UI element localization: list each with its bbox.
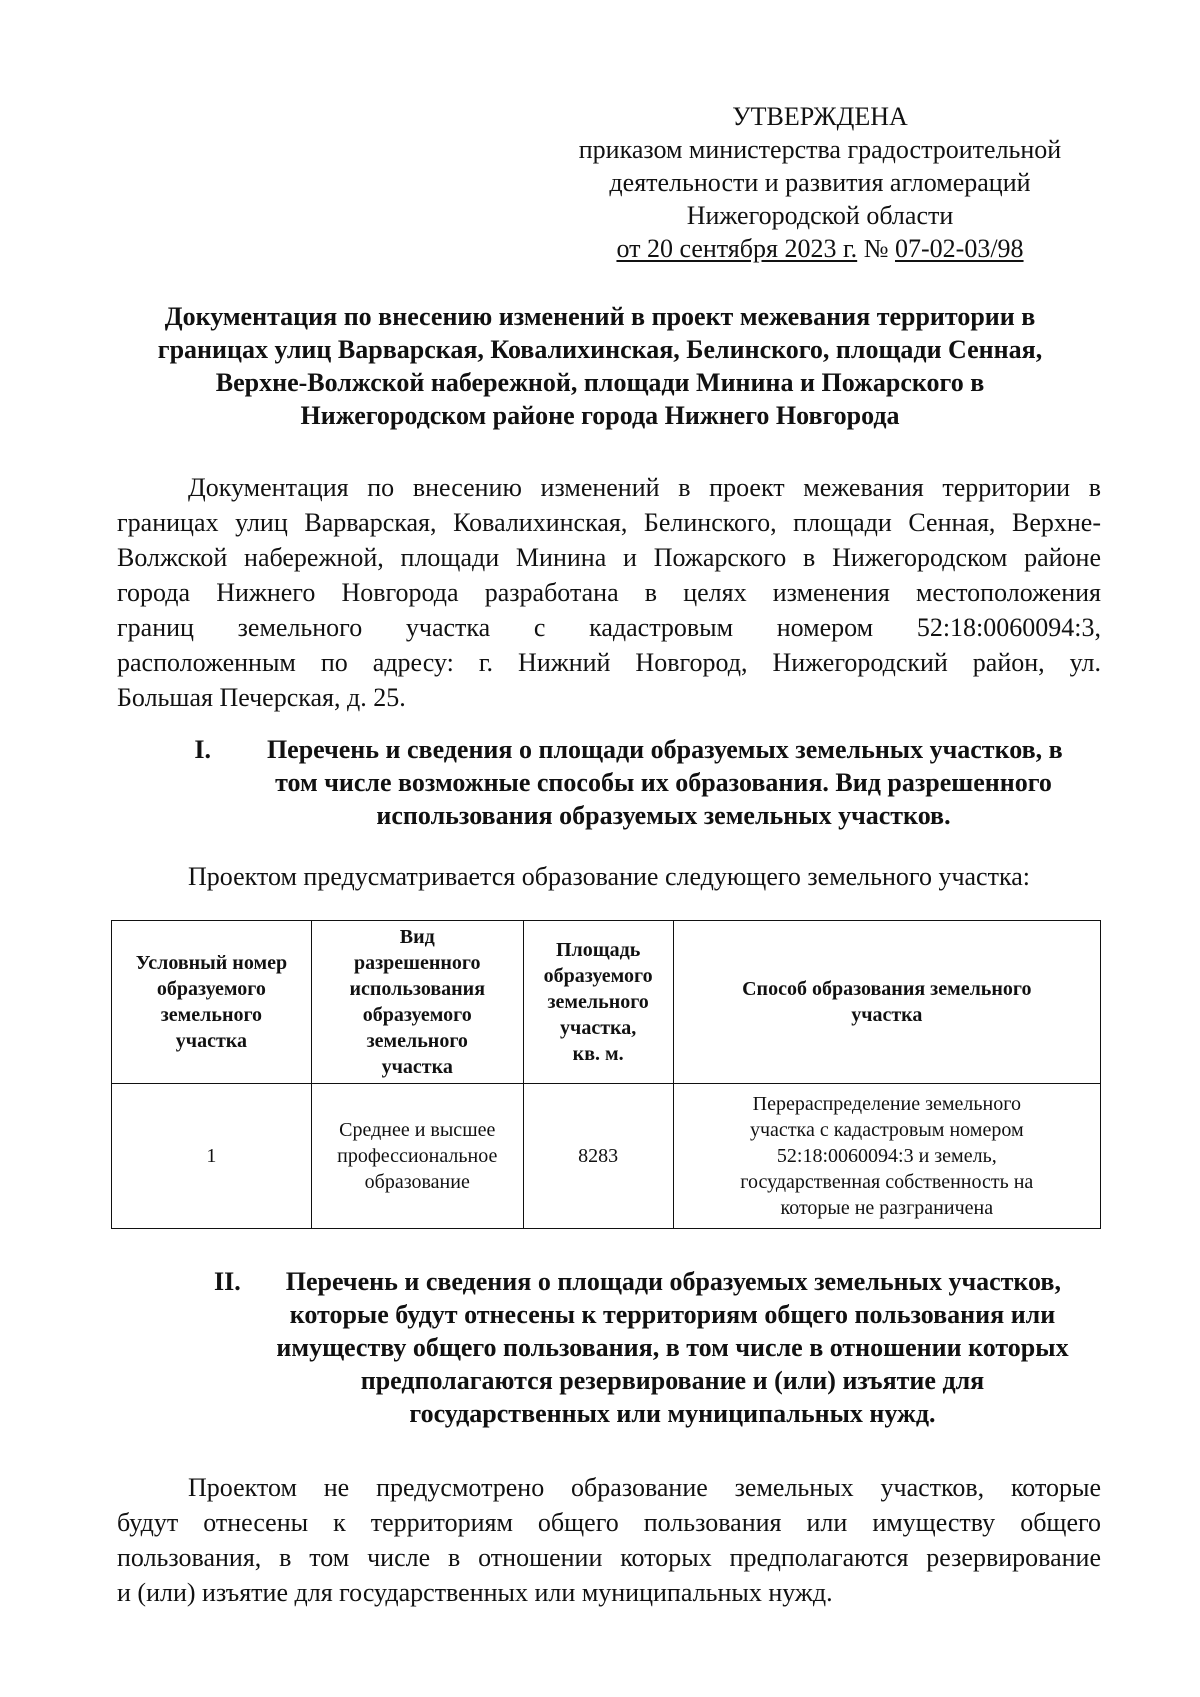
header-area: Площадь образуемого земельного участка, кв. м. [523, 921, 673, 1084]
section-1-title-line: том числе возможные способы их образования. Вид разрешенного [275, 768, 1052, 797]
section-1-heading [156, 733, 1101, 843]
intro-line: Волжской набережной, площади Минина и Пожарского в Нижегородском районе [117, 543, 1101, 572]
closing-line: Проектом не предусмотрено образование земельных участков, которые [188, 1473, 1101, 1502]
section-2-title-line: имуществу общего пользования, в том числе в отношении которых [276, 1333, 1069, 1362]
land-plots-table [111, 920, 1101, 1229]
cell-permitted-use: Среднее и высшее профессиональное образование [311, 1084, 523, 1229]
approval-heading: УТВЕРЖДЕНА [732, 102, 908, 131]
cell-area: 8283 [523, 1084, 673, 1229]
section-2-heading [165, 1265, 1110, 1440]
section-1-number: I. [194, 735, 211, 764]
intro-paragraph [117, 470, 1101, 715]
approval-date: от 20 сентября 2023 г. [616, 234, 858, 263]
section-2-title [165, 1265, 1110, 1430]
intro-line: Большая Печерская, д. 25. [117, 683, 406, 712]
intro-line: расположенным по адресу: г. Нижний Новгород, Нижегородский район, ул. [117, 648, 1101, 677]
document-title [100, 300, 1100, 432]
table-row [112, 1084, 1101, 1229]
approval-stamp [540, 100, 1100, 265]
closing-line: будут отнесены к территориям общего пользования или имуществу общего [117, 1508, 1101, 1537]
section-2-title-line: государственных или муниципальных нужд. [409, 1399, 936, 1428]
section-1-title [156, 733, 1101, 832]
section-2-title-line: предполагаются резервирование и (или) изъятие для [360, 1366, 985, 1395]
section-2-number: II. [214, 1267, 241, 1296]
title-line: Нижегородском районе города Нижнего Новгорода [300, 401, 900, 430]
intro-line: города Нижнего Новгорода разработана в целях изменения местоположения [117, 578, 1101, 607]
closing-line: и (или) изъятие для государственных или муниципальных нужд. [117, 1578, 833, 1607]
section-1-title-line: I. Перечень и сведения о площади образуемых земельных участков, в [194, 735, 1063, 764]
title-line: границах улиц Варварская, Ковалихинская, Белинского, площади Сенная, [157, 335, 1043, 364]
approval-date-number [540, 232, 1100, 265]
header-permitted-use: Вид разрешенного использования образуемого земельного участка [311, 921, 523, 1084]
intro-line: границ земельного участка с кадастровым номером 52:18:0060094:3, [117, 613, 1101, 642]
closing-line: пользования, в том числе в отношении которых предполагаются резервирование [117, 1543, 1101, 1572]
closing-paragraph [117, 1470, 1101, 1610]
section-2-title-line: II. Перечень и сведения о площади образуемых земельных участков, [214, 1267, 1061, 1296]
approval-line: деятельности и развития агломераций [609, 168, 1031, 197]
header-plot-number: Условный номер образуемого земельного участка [112, 921, 312, 1084]
title-line: Верхне-Волжской набережной, площади Минина и Пожарского в [215, 368, 985, 397]
header-formation-method: Способ образования земельного участка [673, 921, 1100, 1084]
section-2-title-line: которые будут отнесены к территориям общего пользования или [289, 1300, 1056, 1329]
order-number: 07-02-03/98 [895, 234, 1024, 263]
title-line: Документация по внесению изменений в проект межевания территории в [164, 302, 1036, 331]
cell-plot-number: 1 [112, 1084, 312, 1229]
intro-line: Документация по внесению изменений в проект межевания территории в [188, 473, 1101, 502]
table-header-row [112, 921, 1101, 1084]
intro-line: границах улиц Варварская, Ковалихинская, Белинского, площади Сенная, Верхне- [117, 508, 1101, 537]
approval-line: приказом министерства градостроительной [578, 135, 1062, 164]
cell-formation-method: Перераспределение земельного участка с кадастровым номером 52:18:0060094:3 и земель, государственная собственность на которые не разграничена [673, 1084, 1100, 1229]
section-1-lead: Проектом предусматривается образование следующего земельного участка: [188, 862, 1030, 891]
section-1-title-line: использования образуемых земельных участков. [376, 801, 951, 830]
approval-line: Нижегородской области [686, 201, 954, 230]
number-sign: № [863, 234, 889, 263]
